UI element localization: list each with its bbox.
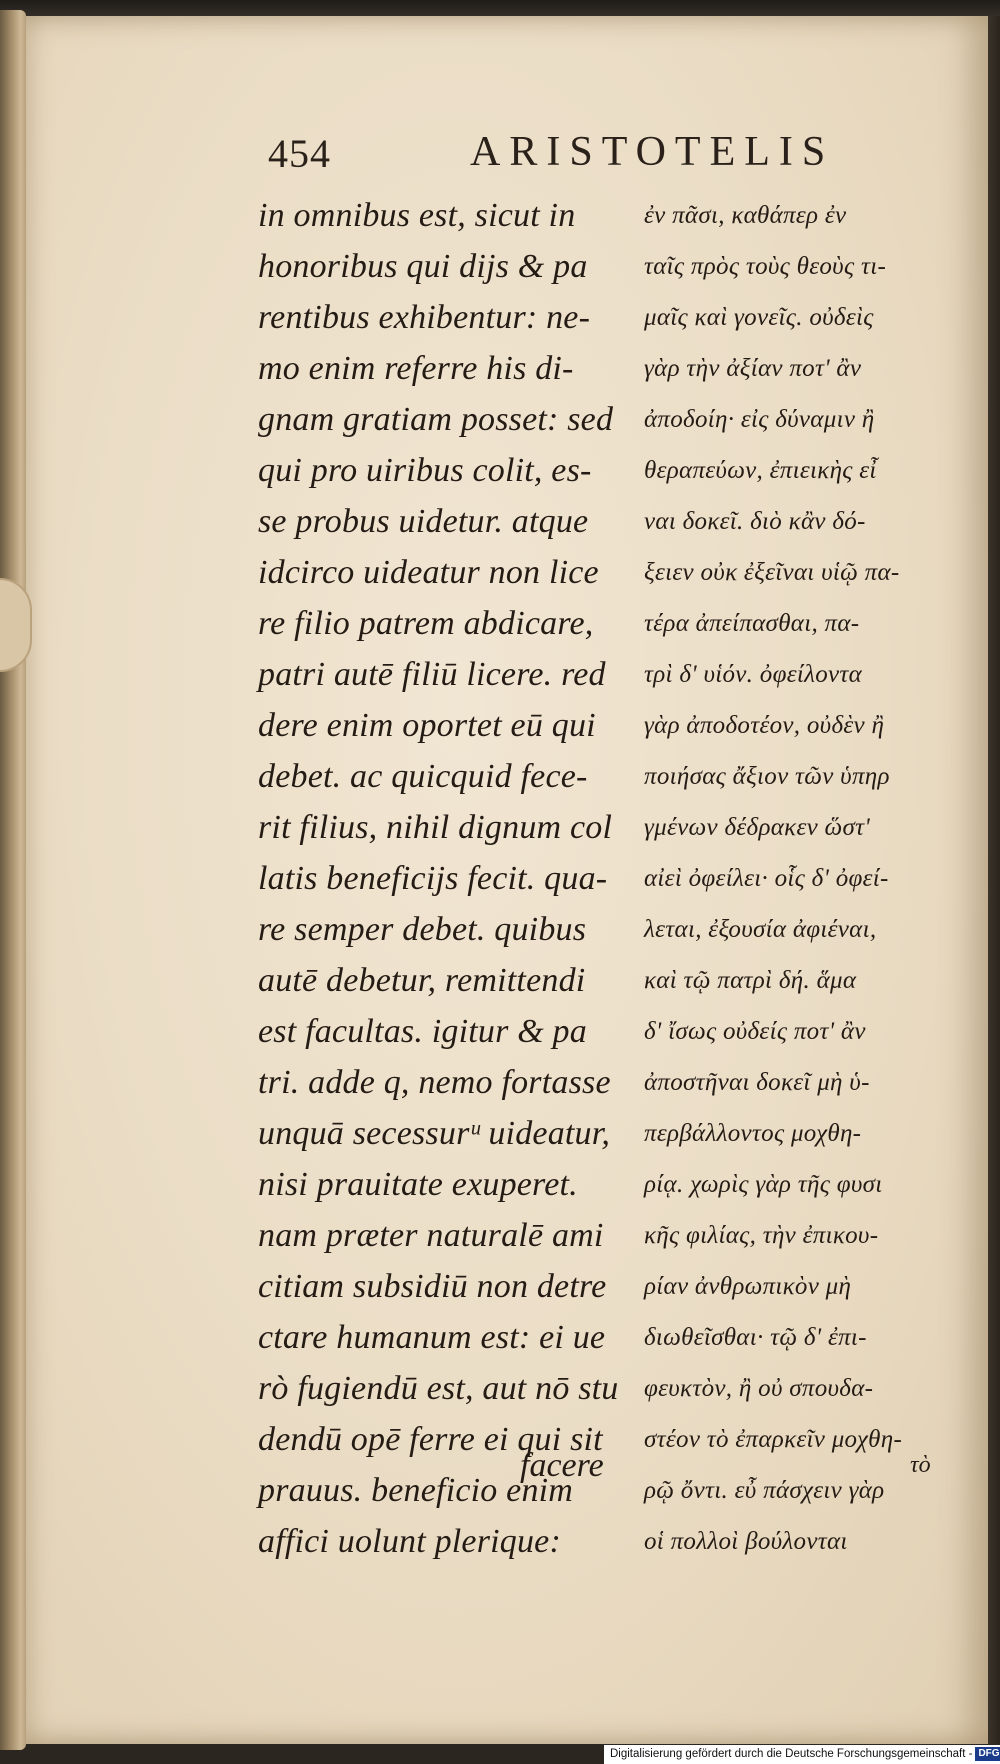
greek-text-line: ἐν πᾶσι, καθάπερ ἐν (644, 202, 847, 229)
latin-text-line: patri autē filiū licere. red (258, 656, 606, 693)
latin-text-line: qui pro uiribus colit, es- (258, 452, 592, 489)
latin-text-line: in omnibus est, sicut in (258, 197, 576, 234)
greek-text-line: τρὶ δ' υἱόν. ὀφείλοντα (644, 661, 863, 688)
greek-text-line: γὰρ τὴν ἀξίαν ποτ' ἂν (644, 355, 862, 382)
greek-text-line: ρίαν ἀνθρωπικὸν μὴ (644, 1273, 852, 1300)
dfg-logo: DFG (975, 1747, 1000, 1761)
latin-text-line: prauus. beneficio enim (258, 1472, 574, 1509)
catchword-latin: facere (520, 1447, 604, 1484)
latin-text-line: rò fugiendū est, aut nō stu (258, 1370, 619, 1407)
latin-text-line: dendū opē ferre ei qui sit (258, 1421, 603, 1458)
greek-text-line: στέον τὸ ἐπαρκεῖν μοχθη- (644, 1426, 903, 1453)
latin-text-line: unquā secessurᵘ uideatur, (258, 1115, 611, 1152)
latin-text-line: gnam gratiam posset: sed (258, 401, 614, 438)
latin-text-line: idcirco uideatur non lice (258, 554, 599, 591)
greek-text-line: καὶ τῷ πατρὶ δή. ἅμα (644, 967, 857, 994)
latin-text-line: affici uolunt plerique: (258, 1523, 561, 1560)
greek-text-line: λεται, ἐξουσία ἀφιέναι, (644, 916, 877, 943)
latin-text-line: rentibus exhibentur: ne- (258, 299, 591, 336)
latin-text-line: nisi prauitate exuperet. (258, 1166, 578, 1203)
greek-text-line: φευκτὸν, ἢ οὐ σπουδα- (644, 1375, 874, 1402)
greek-text-line: θεραπεύων, ἐπιεικὴς εἶ (644, 457, 877, 484)
latin-text-line: se probus uidetur. atque (258, 503, 589, 540)
greek-text-line: ἀποδοίη· εἰς δύναμιν ἢ (644, 406, 875, 433)
footer-text: Digitalisierung gefördert durch die Deutsche Forschungsgemeinschaft - (610, 1748, 973, 1760)
latin-text-line: debet. ac quicquid fece- (258, 758, 588, 795)
greek-text-line: ποιήσας ἄξιον τῶν ὑπηρ (644, 763, 890, 790)
latin-text-line: honoribus qui dijs & pa (258, 248, 588, 285)
latin-text-line: autē debetur, remittendi (258, 962, 586, 999)
latin-text-line: citiam subsidiū non detre (258, 1268, 607, 1305)
page-number: 454 (268, 131, 331, 176)
greek-text-line: τέρα ἀπείπασθαι, πα- (644, 610, 860, 637)
greek-text-line: γὰρ ἀποδοτέον, οὐδὲν ἢ (644, 712, 885, 739)
latin-text-line: mo enim referre his di- (258, 350, 574, 387)
running-title: ARISTOTELIS (470, 129, 835, 175)
greek-column (644, 190, 944, 1567)
digitization-credit (604, 1745, 1000, 1764)
latin-text-line: rit filius, nihil dignum col (258, 809, 613, 846)
greek-text-line: δ' ἴσως οὐδείς ποτ' ἂν (644, 1018, 866, 1045)
greek-text-line: μαῖς καὶ γονεῖς. οὐδεὶς (644, 304, 874, 331)
greek-text-line: κῆς φιλίας, τὴν ἐπικου- (644, 1222, 879, 1249)
greek-text-line: ρίᾳ. χωρὶς γὰρ τῆς φυσι (644, 1171, 883, 1198)
latin-text-line: re semper debet. quibus (258, 911, 587, 948)
latin-column (258, 190, 619, 1567)
greek-text-line: αἰεὶ ὀφείλει· οἷς δ' ὀφεί- (644, 865, 889, 892)
latin-text-line: tri. adde q, nemo fortasse (258, 1064, 611, 1101)
catchword-greek: τὸ (910, 1452, 931, 1478)
latin-text-line: nam præter naturalē ami (258, 1217, 604, 1254)
greek-text-line: ξειεν οὐκ ἐξεῖναι υἱῷ πα- (644, 559, 900, 586)
latin-text-line: re filio patrem abdicare, (258, 605, 594, 642)
greek-text-line: ταῖς πρὸς τοὺς θεοὺς τι- (644, 253, 887, 280)
greek-text-line: ρῷ ὄντι. εὖ πάσχειν γὰρ (644, 1477, 885, 1504)
greek-text-line: οἱ πολλοὶ βούλονται (644, 1528, 848, 1555)
binding-left (0, 10, 26, 1750)
greek-text-line: ἀποστῆναι δοκεῖ μὴ ὑ- (644, 1069, 870, 1096)
latin-text-line: latis beneficijs fecit. qua- (258, 860, 608, 897)
latin-text-line: dere enim oportet eū qui (258, 707, 596, 744)
greek-text-line: διωθεῖσθαι· τῷ δ' ἐπι- (644, 1324, 867, 1351)
greek-text-line: περβάλλοντος μοχθη- (644, 1120, 862, 1147)
greek-text-line: ναι δοκεῖ. διὸ κἂν δό- (644, 508, 866, 535)
latin-text-line: est facultas. igitur & pa (258, 1013, 587, 1050)
latin-text-line: ctare humanum est: ei ue (258, 1319, 606, 1356)
greek-text-line: γμένων δέδρακεν ὥστ' (644, 814, 871, 841)
